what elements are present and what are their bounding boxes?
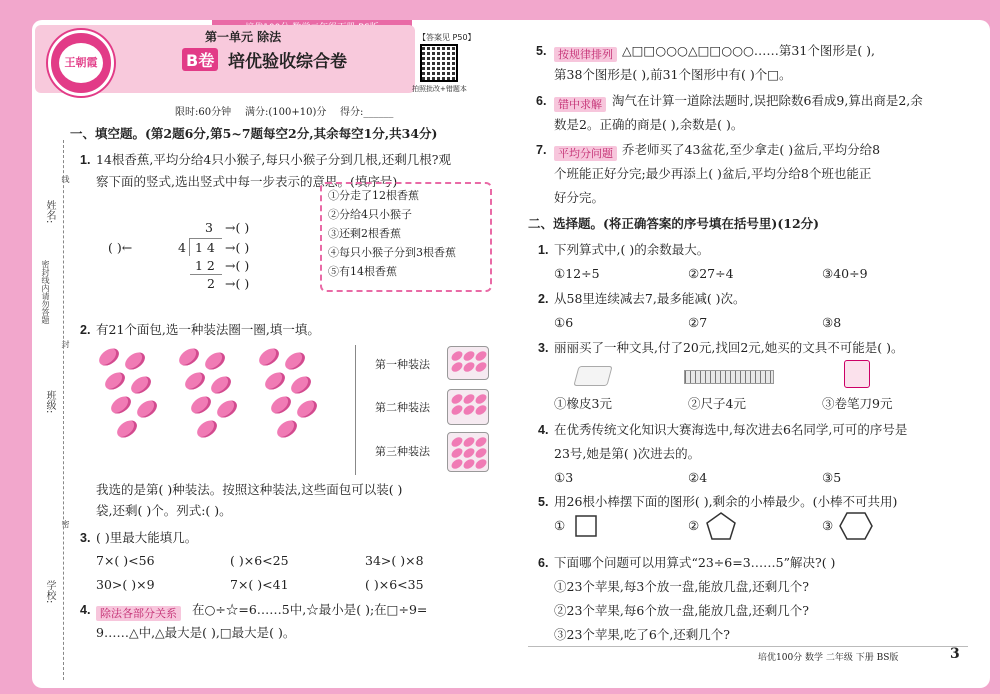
score-field[interactable]: 得分:______ <box>340 107 394 118</box>
q4-tag <box>96 602 181 621</box>
c3-option[interactable]: ③卷笔刀9元 <box>822 396 893 411</box>
answer-ref: 【答案见 P50】 <box>418 33 476 42</box>
q4-tag-text: 除法各部分关系 <box>96 606 181 621</box>
c2-option[interactable]: ②7 <box>688 315 708 330</box>
cut-line <box>63 140 65 680</box>
juan-badge: B卷 <box>182 48 218 71</box>
q6-line1: 淘气在计算一道除法题时,误把除数6看成9,算出商是2,余 <box>612 93 923 108</box>
q1-blank-4[interactable]: →( ) <box>225 276 250 291</box>
class-label: 班级: <box>44 390 55 414</box>
legend-item: ③还剩2根香蕉 <box>328 227 401 240</box>
square-shape-icon <box>572 512 600 540</box>
q3-blank[interactable]: ( )×6<25 <box>230 553 289 568</box>
q1-blank-1[interactable]: →( ) <box>225 220 250 235</box>
division-bar <box>190 238 222 239</box>
q3-blank[interactable]: 7×( )<56 <box>96 553 155 568</box>
q3-text: ( )里最大能填几。 <box>96 530 198 545</box>
section-1-title: 一、填空题。(第2题6分,第5~7题每空2分,其余每空1分,共34分) <box>70 126 438 141</box>
q5-line1[interactable]: △□□○○○△□□○○○……第31个图形是( ), <box>622 43 876 58</box>
c1-option[interactable]: ③40÷9 <box>822 266 868 281</box>
footer-text: 培优100分 数学 二年级 下册 BS版 <box>758 653 899 663</box>
c1-text[interactable]: 下列算式中,( )的余数最大。 <box>554 242 710 257</box>
unit-title: 第一单元 除法 <box>205 30 282 44</box>
q7-number: 7. <box>536 143 547 157</box>
q7-tag-text: 平均分问题 <box>554 146 617 161</box>
c6-option[interactable]: ②23个苹果,每6个放一盘,能放几盘,还剩几个? <box>554 603 809 618</box>
division-subtract-line <box>190 274 222 275</box>
q3-blank[interactable]: ( )×6<35 <box>365 577 424 592</box>
seal-note: 密封线内请勿答题 <box>41 260 50 324</box>
q2-number: 2. <box>80 323 91 337</box>
c4-text-2[interactable]: 23号,她是第( )次进去的。 <box>554 446 701 461</box>
c4-text: 在优秀传统文化知识大赛海选中,每次进去6名同学,可可的序号是 <box>554 422 908 437</box>
q2-text: 有21个面包,选一种装法圈一圈,填一填。 <box>96 322 320 337</box>
c3-option[interactable]: ②尺子4元 <box>688 396 746 411</box>
pentagon-shape-icon <box>704 510 738 542</box>
q3-number: 3. <box>80 531 91 545</box>
q1-line2: 察下面的竖式,选出竖式中每一步表示的意思。(填序号) <box>96 174 398 189</box>
c6-option[interactable]: ③23个苹果,吃了6个,还剩几个? <box>554 627 731 642</box>
brand-logo <box>48 30 114 96</box>
c4-option[interactable]: ③5 <box>822 470 842 485</box>
legend-item: ①分走了12根香蕉 <box>328 189 419 202</box>
q2-divider <box>355 345 356 475</box>
c5-option[interactable]: ③ <box>822 518 834 533</box>
method-1-label: 第一种装法 <box>375 358 430 371</box>
c1-number: 1. <box>538 243 549 257</box>
division-bracket <box>189 238 190 256</box>
school-label: 学校: <box>44 580 55 604</box>
q4-number: 4. <box>80 603 91 617</box>
q7-tag <box>554 142 617 161</box>
method-3-label: 第三种装法 <box>375 445 430 458</box>
q6-tag-text: 错中求解 <box>554 97 606 112</box>
division-dividend: 1 4 <box>195 240 215 255</box>
q5-tag-text: 按规律排列 <box>554 47 617 62</box>
q7-line2[interactable]: 个班能正好分完;最少再添上( )盆后,平均分给8个班也能正 <box>554 166 872 181</box>
full-score: 满分:(100+10)分 <box>245 107 327 118</box>
c1-option[interactable]: ①12÷5 <box>554 266 600 281</box>
c2-option[interactable]: ③8 <box>822 315 842 330</box>
page-title: 培优验收综合卷 <box>228 52 347 72</box>
seal-xian: 线 <box>61 175 70 183</box>
c1-option[interactable]: ②27÷4 <box>688 266 734 281</box>
sharpener-icon <box>844 360 870 388</box>
q5-tag <box>554 43 617 62</box>
c4-option[interactable]: ①3 <box>554 470 574 485</box>
logo-text: 王朝霞 <box>59 43 103 83</box>
c5-option[interactable]: ② <box>688 518 700 533</box>
q3-blank[interactable]: 7×( )<41 <box>230 577 289 592</box>
section-2-title: 二、选择题。(将正确答案的序号填在括号里)(12分) <box>528 216 820 231</box>
c6-option[interactable]: ①23个苹果,每3个放一盘,能放几盘,还剩几个? <box>554 579 809 594</box>
q5-number: 5. <box>536 44 547 58</box>
qr-caption: 拍照批改+错题本 <box>412 85 467 93</box>
c3-option[interactable]: ①橡皮3元 <box>554 396 612 411</box>
legend-item: ④每只小猴子分到3根香蕉 <box>328 246 456 259</box>
method-2-label: 第二种装法 <box>375 401 430 414</box>
q3-blank[interactable]: 30>( )×9 <box>96 577 155 592</box>
q6-line2[interactable]: 数是2。正确的商是( ),余数是( )。 <box>554 117 744 132</box>
eraser-icon <box>573 366 612 386</box>
c3-text[interactable]: 丽丽买了一种文具,付了20元,找回2元,她买的文具不可能是( )。 <box>554 340 904 355</box>
qr-code-pattern <box>420 44 458 82</box>
footer-rule <box>528 646 968 647</box>
q2-fill-1[interactable]: 我选的是第( )种装法。按照这种装法,这些面包可以装( ) <box>96 482 403 497</box>
c6-number: 6. <box>538 556 549 570</box>
c5-number: 5. <box>538 495 549 509</box>
q1-number: 1. <box>80 153 91 167</box>
division-divisor: 4 <box>178 240 186 255</box>
ruler-icon <box>684 370 774 384</box>
seal-feng: 封 <box>61 340 70 348</box>
page-number: 3 <box>950 646 960 662</box>
q4-line1[interactable]: 在○÷☆=6……5中,☆最小是( );在□÷9= <box>192 602 428 617</box>
q2-fill-2[interactable]: 袋,还剩( )个。列式:( )。 <box>96 503 232 518</box>
name-label: 姓名: <box>44 200 55 224</box>
division-quotient: 3 <box>205 220 213 235</box>
c5-option[interactable]: ① <box>554 518 566 533</box>
division-product: 1 2 <box>195 258 215 273</box>
c4-option[interactable]: ②4 <box>688 470 708 485</box>
q1-line1: 14根香蕉,平均分给4只小猴子,每只小猴子分到几根,还剩几根?观 <box>96 152 451 167</box>
c2-number: 2. <box>538 292 549 306</box>
q7-line1[interactable]: 乔老师买了43盆花,至少拿走( )盆后,平均分给8 <box>622 142 881 157</box>
q4-line2[interactable]: 9……△中,△最大是( ),□最大是( )。 <box>96 625 296 640</box>
c5-text[interactable]: 用26根小棒摆下面的图形( ),剩余的小棒最少。(小棒不可共用) <box>554 494 898 509</box>
q1-blank-3[interactable]: →( ) <box>225 258 250 273</box>
c2-text[interactable]: 从58里连续减去7,最多能减( )次。 <box>554 291 746 306</box>
q6-number: 6. <box>536 94 547 108</box>
hexagon-shape-icon <box>838 510 874 542</box>
division-remainder: 2 <box>207 276 215 291</box>
legend-item: ⑤有14根香蕉 <box>328 265 397 278</box>
c3-number: 3. <box>538 341 549 355</box>
q6-tag <box>554 93 606 112</box>
c4-number: 4. <box>538 423 549 437</box>
q7-line3: 好分完。 <box>554 190 605 205</box>
q5-line2[interactable]: 第38个图形是( ),前31个图形中有( )个□。 <box>554 67 792 82</box>
seal-mi: 密 <box>61 520 70 528</box>
time-limit: 限时:60分钟 <box>175 107 232 118</box>
legend-item: ②分给4只小猴子 <box>328 208 412 221</box>
c2-option[interactable]: ①6 <box>554 315 574 330</box>
binding-sidebar <box>32 20 70 688</box>
q1-blank-left[interactable]: ( )← <box>108 240 133 255</box>
q1-blank-2[interactable]: →( ) <box>225 240 250 255</box>
c6-text[interactable]: 下面哪个问题可以用算式“23÷6=3……5”解决?( ) <box>554 555 836 570</box>
q3-blank[interactable]: 34>( )×8 <box>365 553 424 568</box>
